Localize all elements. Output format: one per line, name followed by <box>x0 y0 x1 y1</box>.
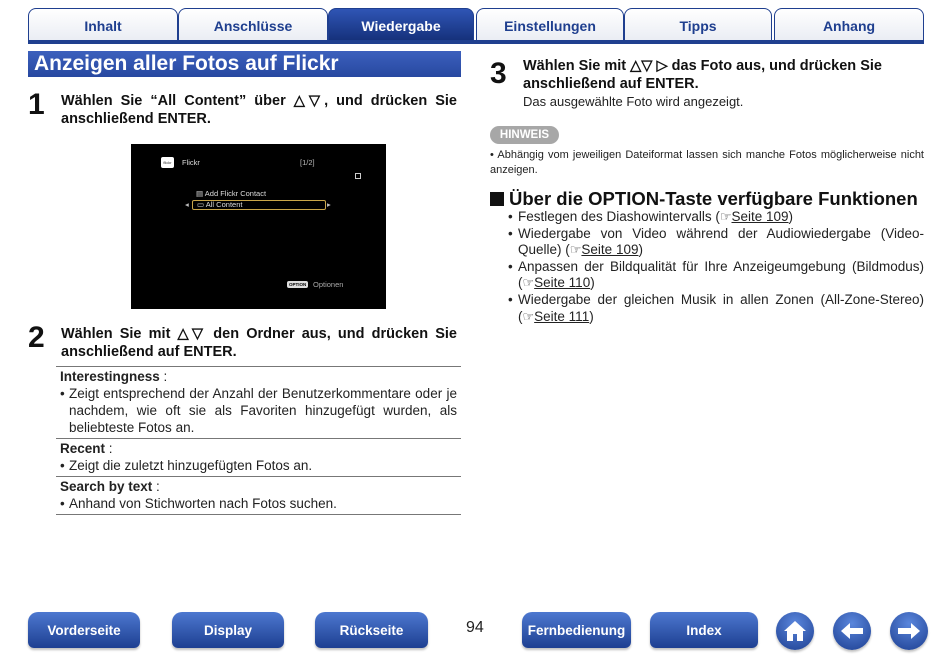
bullet-icon: • <box>60 458 65 473</box>
pointing-hand-icon: ☞ <box>569 242 582 258</box>
step-2-number: 2 <box>28 321 45 354</box>
flickr-logo-icon: flickr <box>161 157 174 168</box>
front-panel-button[interactable]: Vorderseite <box>28 612 140 648</box>
tab-underline <box>28 40 924 44</box>
tab-inhalt[interactable]: Inhalt <box>28 8 178 42</box>
option-description: Zeigt entsprechend der Anzahl der Benutzerkommentare oder je nachdem, wie oft sie als Favoriten hinzugefügt wurden, als beliebteste Fotos an. <box>69 386 457 435</box>
option-heading: Über die OPTION-Taste verfügbare Funktionen <box>490 188 918 210</box>
list-item: • Festlegen des Diashowintervalls (☞Seite 109) <box>508 209 794 224</box>
bullet-icon: • <box>508 225 513 241</box>
step-3-subtext: Das ausgewählte Foto wird angezeigt. <box>523 94 744 109</box>
bullet-icon: • <box>508 258 513 274</box>
step-3-text: Wählen Sie mit △▽ ▷ das Foto aus, und drücken Sie anschließend auf ENTER. <box>523 58 882 92</box>
page-link[interactable]: Seite 109 <box>731 209 789 224</box>
bullet-icon: • <box>60 496 65 511</box>
page-number: 94 <box>466 619 484 636</box>
home-button[interactable] <box>776 612 814 650</box>
tv-screen-preview <box>131 144 386 309</box>
tab-tipps[interactable]: Tipps <box>624 8 772 42</box>
arrow-left-icon <box>839 621 865 641</box>
left-arrow-icon: ◂ <box>185 200 189 209</box>
option-name: Recent <box>60 441 106 456</box>
back-arrow-button[interactable] <box>833 612 871 650</box>
list-item: • Wiedergabe von Video während der Audiowiedergabe (Video-Quelle) (☞Seite 109) <box>508 225 924 258</box>
section-title: Anzeigen aller Fotos auf Flickr <box>28 51 461 77</box>
folder-options-table <box>56 366 461 515</box>
option-description: Anhand von Stichworten nach Fotos suchen. <box>69 496 337 511</box>
index-button[interactable]: Index <box>650 612 758 648</box>
option-button-icon: OPTION <box>289 282 307 287</box>
option-row: Search by text : • Anhand von Stichworten nach Fotos suchen. <box>56 477 461 515</box>
step-3-number: 3 <box>490 57 507 90</box>
square-bullet-icon <box>490 192 504 206</box>
pointing-hand-icon: ☞ <box>522 308 535 324</box>
hinweis-badge: HINWEIS <box>490 126 559 144</box>
remote-control-button[interactable]: Fernbedienung <box>522 612 631 648</box>
step-1-number: 1 <box>28 88 45 121</box>
pointing-hand-icon: ☞ <box>522 275 535 291</box>
page-link[interactable]: Seite 111 <box>534 308 590 324</box>
right-arrow-icon: ▸ <box>327 200 331 209</box>
bullet-icon: • <box>508 209 513 224</box>
step-2-text: Wählen Sie mit △▽ den Ordner aus, und drücken Sie anschließend auf ENTER. <box>61 326 457 360</box>
pointing-hand-icon: ☞ <box>719 209 732 224</box>
screen-menu-item-all-content: ▭ All Content <box>192 200 326 210</box>
bullet-icon: • <box>60 386 65 401</box>
step-1-text: Wählen Sie “All Content” über △▽, und drücken Sie anschließend ENTER. <box>61 93 457 127</box>
tab-anschluesse[interactable]: Anschlüsse <box>178 8 328 42</box>
list-item: • Anpassen der Bildqualität für Ihre Anzeigeumgebung (Bildmodus) (☞Seite 110) <box>508 258 924 291</box>
option-description: Zeigt die zuletzt hinzugefügten Fotos an. <box>69 458 313 473</box>
page-link[interactable]: Seite 110 <box>534 275 591 291</box>
option-name: Search by text <box>60 479 153 494</box>
screen-square-icon <box>355 173 361 179</box>
home-icon <box>782 619 808 643</box>
tab-einstellungen[interactable]: Einstellungen <box>476 8 624 42</box>
screen-title: Flickr <box>182 158 200 167</box>
arrow-right-icon <box>896 621 922 641</box>
tab-anhang[interactable]: Anhang <box>774 8 924 42</box>
option-row: Interestingness : • Zeigt entsprechend der Anzahl der Benutzerkommentare oder je nachdem, wie oft sie als Favoriten hinzugefügt wurden, als beliebteste Fotos an. <box>56 366 461 439</box>
note-text: • Abhängig vom jeweiligen Dateiformat lassen sich manche Fotos möglicherweise nicht anzeigen. <box>490 149 924 176</box>
page-link[interactable]: Seite 109 <box>581 242 639 258</box>
option-name: Interestingness <box>60 369 160 384</box>
list-item: • Wiedergabe der gleichen Musik in allen Zonen (All-Zone-Stereo) (☞Seite 111) <box>508 291 924 324</box>
display-button[interactable]: Display <box>172 612 284 648</box>
screen-menu-item-add-contact: ▤ Add Flickr Contact <box>196 189 267 198</box>
screen-option-label: Optionen <box>313 280 344 289</box>
rear-panel-button[interactable]: Rückseite <box>315 612 428 648</box>
screen-page-count: [1/2] <box>300 158 315 167</box>
tab-wiedergabe[interactable]: Wiedergabe <box>328 8 474 42</box>
tab-bar <box>28 8 924 42</box>
bullet-icon: • <box>508 291 513 307</box>
option-function-list <box>508 209 924 325</box>
forward-arrow-button[interactable] <box>890 612 928 650</box>
option-row: Recent : • Zeigt die zuletzt hinzugefügten Fotos an. <box>56 439 461 477</box>
